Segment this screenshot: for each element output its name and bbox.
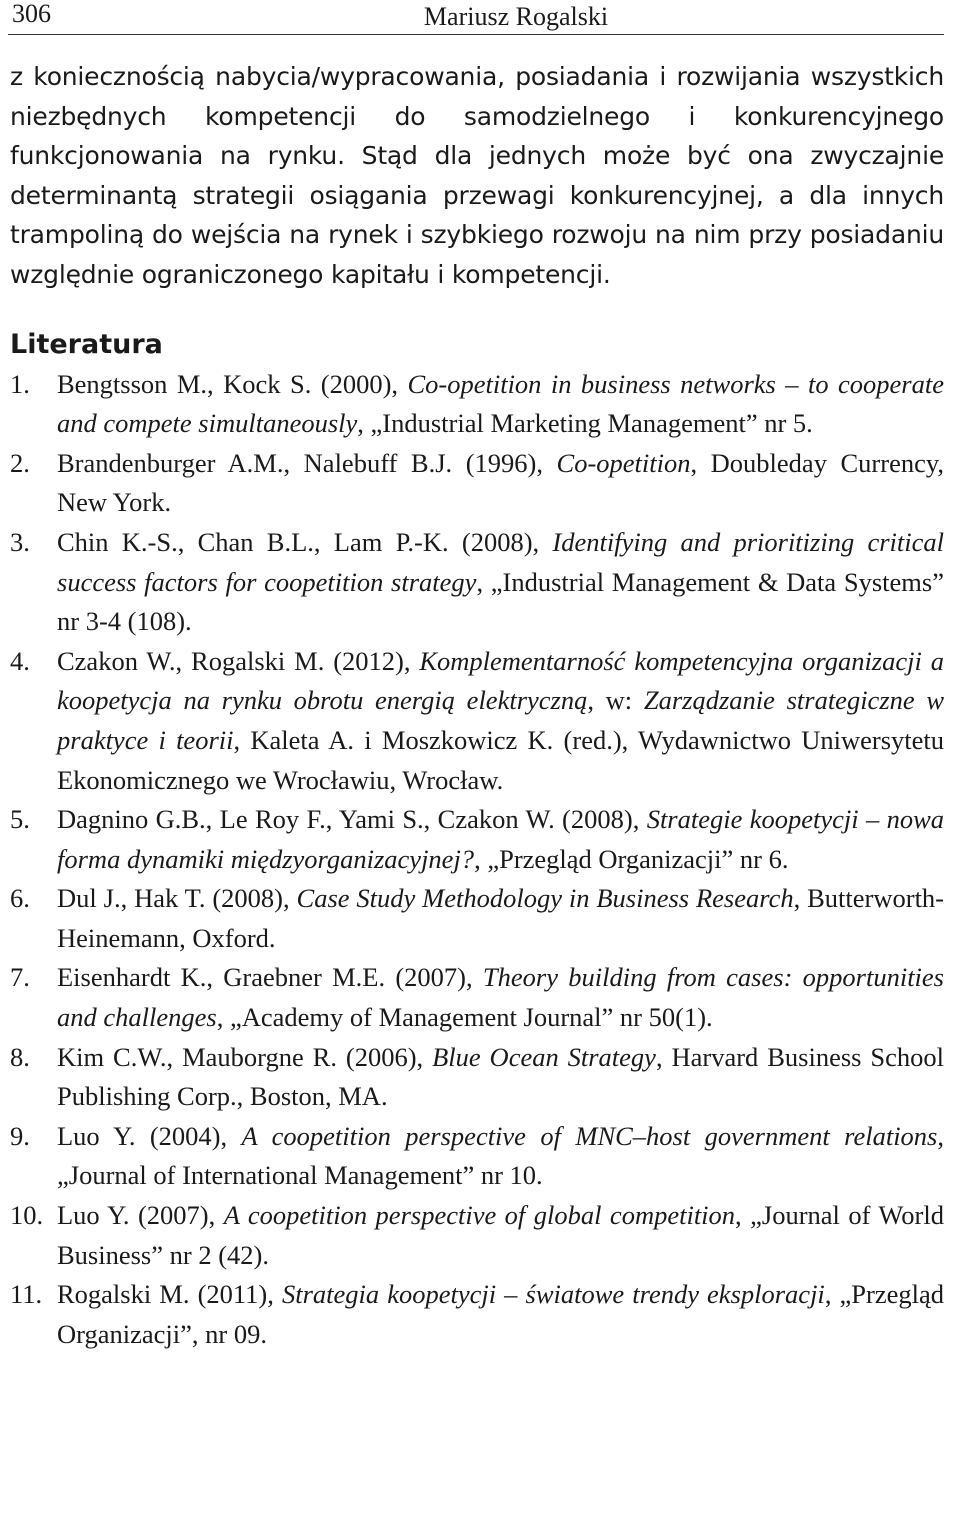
reference-number: 1. — [10, 368, 30, 399]
reference-authors: Rogalski M. (2011), — [57, 1279, 282, 1310]
literature-heading: Literatura — [10, 328, 163, 360]
reference-item — [8, 879, 944, 958]
reference-title: Komplementarność kompetencyjna organizacji a koopetycja na rynku obrotu energią elektryczną — [57, 645, 944, 716]
reference-connector: , w: — [587, 685, 644, 716]
reference-number: 3. — [10, 526, 30, 557]
reference-number: 7. — [10, 962, 30, 993]
body-paragraph: z koniecznością nabycia/wypracowania, posiadania i rozwijania wszystkich niezbędnych kompetencji do samodzielnego i konkurencyjnego funkcjonowania na rynku. Stąd dla jednych może być ona zwyczajnie determinantą strategii osiągania przewagi konkurencyjnej, a dla innych trampoliną do wejścia na rynek i szybkiego rozwoju na nim przy posiadaniu względnie ograniczonego kapitału i kompetencji. — [10, 62, 944, 289]
reference-number: 4. — [10, 645, 30, 676]
reference-title: Blue Ocean Strategy — [432, 1041, 656, 1072]
reference-item — [8, 523, 944, 642]
reference-source: , Butterworth-Heinemann, Oxford. — [57, 883, 945, 953]
reference-authors: Luo Y. (2007), — [57, 1200, 224, 1231]
reference-source: , „Industrial Marketing Management” nr 5. — [357, 408, 813, 439]
reference-source: , „Journal of International Management” nr 10. — [57, 1120, 944, 1191]
reference-number: 6. — [10, 883, 30, 914]
reference-authors: Dul J., Hak T. (2008), — [57, 883, 297, 914]
reference-number: 9. — [10, 1120, 30, 1151]
reference-authors: Chin K.-S., Chan B.L., Lam P.-K. (2008), — [57, 526, 553, 557]
reference-item — [8, 642, 944, 800]
reference-number: 2. — [10, 447, 30, 478]
reference-title: Co-opetition in business networks – to cooperate and compete simultaneously — [57, 368, 944, 439]
reference-authors: Bengtsson M., Kock S. (2000), — [57, 368, 408, 399]
reference-source: , „Przegląd Organizacji”, nr 09. — [57, 1279, 944, 1349]
reference-item — [8, 1038, 944, 1117]
reference-title: A coopetition perspective of global competition — [223, 1200, 736, 1231]
reference-number: 10. — [10, 1200, 44, 1231]
reference-item — [8, 800, 944, 879]
reference-title: Co-opetition — [556, 447, 691, 478]
reference-source: , Harvard Business School Publishing Corp., Boston, MA. — [57, 1041, 944, 1112]
reference-source: , „Journal of World Business” nr 2 (42). — [57, 1200, 944, 1270]
reference-authors: Luo Y. (2004), — [57, 1120, 242, 1151]
reference-number: 8. — [10, 1041, 30, 1072]
reference-authors: Dagnino G.B., Le Roy F., Yami S., Czakon W. (2008), — [57, 804, 647, 835]
reference-source: , „Industrial Management & Data Systems” nr 3-4 (108). — [57, 566, 944, 637]
running-head: Mariusz Rogalski — [423, 2, 609, 31]
reference-title: Strategia koopetycji – światowe trendy eksploracji — [281, 1279, 825, 1310]
reference-list — [8, 365, 944, 1355]
reference-item — [8, 1196, 944, 1275]
reference-source: , „Academy of Management Journal” nr 50(1). — [216, 1002, 713, 1033]
reference-number: 5. — [10, 804, 30, 835]
page-header — [8, 0, 944, 35]
reference-title: Strategie koopetycji – nowa forma dynamiki międzyorganizacyjnej? — [57, 804, 944, 874]
reference-title: A coopetition perspective of MNC–host government relations — [241, 1120, 938, 1151]
reference-title: Theory building from cases: opportunities and challenges — [57, 962, 944, 1033]
reference-source: , Kaleta A. i Moszkowicz K. (red.), Wydawnictwo Uniwersytetu Ekonomicznego we Wrocławiu, Wrocław. — [57, 724, 944, 795]
reference-authors: Kim C.W., Mauborgne R. (2006), — [57, 1041, 433, 1072]
reference-item — [8, 365, 944, 444]
reference-authors: Eisenhardt K., Graebner M.E. (2007), — [57, 962, 483, 993]
page-number: 306 — [12, 0, 51, 28]
reference-item — [8, 444, 944, 523]
reference-title: Case Study Methodology in Business Research — [296, 883, 794, 914]
reference-item — [8, 1275, 944, 1354]
reference-title: Identifying and prioritizing critical success factors for coopetition strategy — [57, 526, 944, 597]
reference-item — [8, 958, 944, 1037]
reference-book-title: Zarządzanie strategiczne w praktyce i teorii — [57, 685, 944, 755]
reference-source: , Doubleday Currency, New York. — [57, 447, 944, 518]
reference-number: 11. — [10, 1279, 43, 1310]
reference-item — [8, 1117, 944, 1196]
reference-authors: Brandenburger A.M., Nalebuff B.J. (1996), — [57, 447, 557, 478]
reference-authors: Czakon W., Rogalski M. (2012), — [57, 645, 420, 676]
reference-source: , „Przegląd Organizacji” nr 6. — [474, 843, 789, 874]
